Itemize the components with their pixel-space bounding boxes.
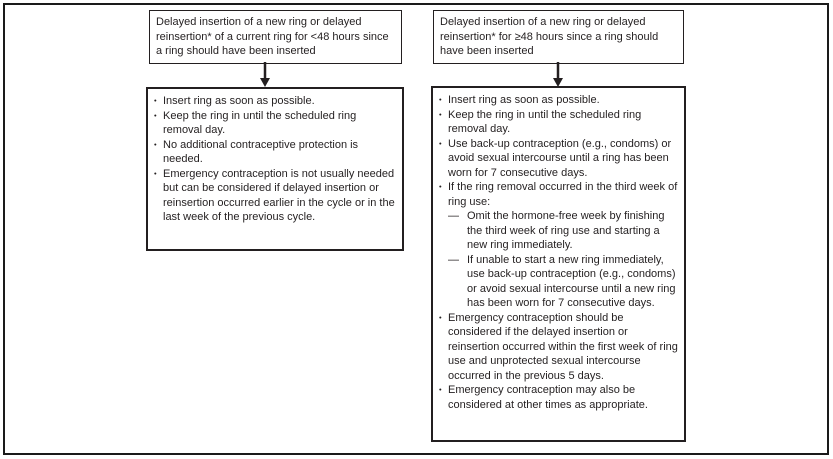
list-item-text: Insert ring as soon as possible.: [163, 95, 315, 107]
sub-list-item: [439, 209, 678, 253]
list-item-text: Emergency contraception should be considered if the delayed insertion or reinsertion occurred within the first week of ring use and unprotected sexual intercourse occurred in the previous 5 days.: [448, 311, 678, 382]
list-item-text: Omit the hormone-free week by finishing the third week of ring use and starting a new ring immediately.: [467, 210, 665, 251]
list-item-text: Emergency contraception may also be considered at other times as appropriate.: [448, 384, 648, 411]
bullet-marker-icon: •: [439, 385, 442, 394]
list-item-text: Emergency contraception is not usually needed but can be considered if delayed insertion or reinsertion occurred earlier in the cycle or in the last week of the previous cycle.: [163, 167, 395, 223]
bullet-marker-icon: •: [439, 138, 442, 148]
bullet-marker-icon: •: [439, 312, 442, 322]
list-item-text: Use back-up contraception (e.g., condoms) or avoid sexual intercourse until a ring has been worn for 7 consecutive days.: [448, 137, 672, 179]
left-condition-box: [149, 10, 402, 64]
list-item: [154, 94, 396, 109]
bullet-marker-icon: •: [439, 109, 442, 119]
right-actions-box: [431, 86, 686, 442]
list-item-text: If the ring removal occurred in the third week of ring use:: [448, 181, 678, 208]
list-item-text: No additional contraceptive protection is needed.: [163, 138, 359, 165]
list-item-text: Keep the ring in until the scheduled ring removal day.: [448, 108, 642, 135]
list-item-text: Insert ring as soon as possible.: [448, 94, 600, 106]
right-down-arrow-icon: [551, 62, 565, 88]
list-item: [439, 383, 678, 412]
list-item: [439, 137, 678, 181]
dash-marker-icon: —: [448, 210, 459, 222]
list-item-text: Keep the ring in until the scheduled ring removal day.: [163, 109, 357, 136]
list-item: [439, 180, 678, 209]
list-item-text: If unable to start a new ring immediately, use back-up contraception (e.g., condoms) or avoid sexual intercourse until a new ring has been worn for 7 consecutive days.: [467, 253, 676, 309]
right-condition-box: [433, 10, 684, 64]
bullet-marker-icon: •: [154, 110, 157, 120]
dash-marker-icon: —: [448, 253, 459, 266]
list-item: [439, 108, 678, 137]
bullet-marker-icon: •: [154, 168, 157, 178]
bullet-marker-icon: •: [439, 182, 442, 191]
list-item: [154, 138, 396, 167]
right-actions-list: [439, 93, 678, 412]
left-condition-text: Delayed insertion of a new ring or delayed reinsertion* of a current ring for <48 hours since a ring should have been inserted: [156, 16, 389, 57]
left-actions-box: [146, 87, 404, 251]
list-item: [439, 93, 678, 108]
left-down-arrow-icon: [258, 62, 272, 88]
right-condition-text: Delayed insertion of a new ring or delayed reinsertion* for ≥48 hours since a ring should have been inserted: [440, 16, 659, 57]
figure-frame: [3, 3, 829, 455]
left-actions-list: [154, 94, 396, 225]
list-item: [154, 109, 396, 138]
bullet-marker-icon: •: [439, 95, 442, 104]
bullet-marker-icon: •: [154, 96, 157, 105]
bullet-marker-icon: •: [154, 139, 157, 149]
list-item: [439, 311, 678, 384]
list-item: [154, 167, 396, 225]
sub-list-item: [439, 253, 678, 311]
